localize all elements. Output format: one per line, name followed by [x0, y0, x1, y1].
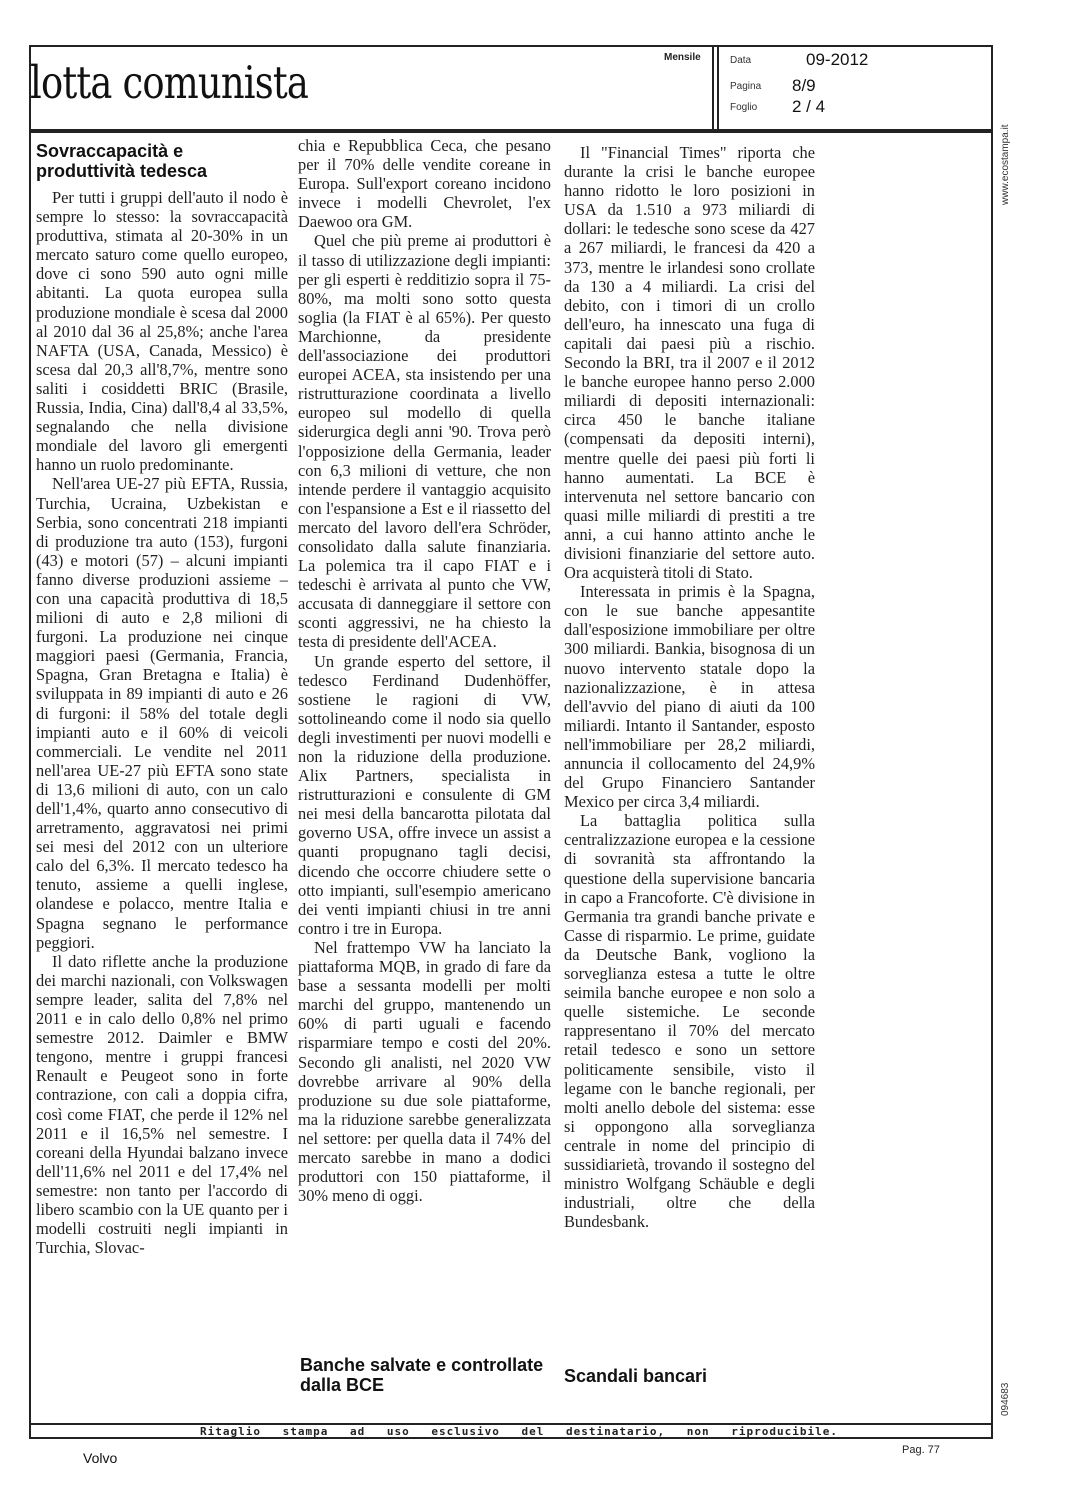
date-value: 09-2012: [806, 50, 869, 69]
headline-banks-saved: Banche salvate e controllate dalla BCE: [300, 1355, 544, 1395]
paragraph: Nel frattempo VW ha lanciato la piattaforma MQB, in grado di fare da base a sessanta modelli per molti marchi del gruppo, mantenendo un 60% di parti uguali e facendo risparmiare tempo e costi del 20%. Secondo gli analisti, nel 2020 VW dovrebbe arrivare al 90% della produzione su due sole piattaforme, ma la riduzione sarebbe generalizzata nel settore: per quella data il 74% del mercato sarebbe in mano a dodici produttori con 150 piattaforme, il 30% meno di oggi.: [298, 937, 551, 1206]
paragraph: Interessata in primis è la Spagna, con le sue banche appesantite dall'esposizione immobiliare per oltre 300 miliardi. Bankia, bisognosa di un nuovo intervento statale dopo la nazionalizzazione, è in attesa dell'avvio del piano di aiuti da 100 miliardi. Intanto il Santander, esposto nell'immobiliare per 28,2 miliardi, annuncia il collocamento del 24,9% del Grupo Financiero Santander Mexico per circa 3,4 miliardi.: [564, 582, 815, 812]
frequency-label: Mensile: [664, 52, 701, 63]
sheet-value: 2 / 4: [792, 97, 826, 116]
header-divider: [712, 45, 714, 131]
paragraph: Quel che più preme ai produttori è il tasso di utilizzazione degli impianti: per gli esperti è redditizio sopra il 75-80%, ma molti sono sotto questa soglia (la FIAT è al 65%). Per questo Marchionne, da presidente dell'associazione dei produttori europei ACEA, sta insistendo per una ristrutturazione coordinata a livello europeo sul modello di quella siderurgica degli anni '90. Trova però l'opposizione della Germania, leader con 6,3 milioni di vetture, che non intende perdere il vantaggio acquisito con l'espansione a Est e il riassetto del mercato del lavoro dell'era Schröder, consolidato dalla salute finanziaria. La polemica tra il capo FIAT e i tedeschi è arrivata al punto che VW, accusata di danneggiare il settore con sconti aggressivi, ne ha chiesto la testa di presidente dell'ACEA.: [298, 231, 551, 652]
headline-bank-scandals: Scandali bancari: [564, 1366, 708, 1386]
disclaimer-text: Ritaglio stampa ad uso esclusivo del destinatario, non riproducibile.: [200, 1425, 838, 1438]
paragraph: Il "Financial Times" riporta che durante la crisi le banche europee hanno ridotto le loro posizioni in USA da 1.510 a 973 miliardi di dollari: le tedesche sono scese da 427 a 267 miliardi, le francesi da 420 a 373, mentre le irlandesi sono crollate da 130 a 4 miliardi. La crisi del debito, con i timori di un crollo dell'euro, ha innescato una fuga di capitali dai paesi più a rischio. Secondo la BRI, tra il 2007 e il 2012 le banche europee hanno perso 2.000 miliardi di depositi internazionali: circa 450 le banche italiane (compensati da depositi interni), mentre quelle dei paesi più forti li hanno aumentati. La BCE è intervenuta nel settore bancario con quasi mille miliardi di prestiti a tre anni, a cui hanno attinto anche le divisioni finanziarie del settore auto. Ora acquisterà titoli di Stato.: [564, 143, 815, 583]
clipping-code: 094683: [1000, 1382, 1011, 1416]
page-label: Pagina: [730, 81, 762, 92]
page-value: 8/9: [792, 76, 816, 95]
article-column-2: [298, 136, 551, 1205]
paragraph: La battaglia politica sulla centralizzazione europea e la cessione di sovranità sta affrontando la questione della supervisione bancaria in capo a Francoforte. C'è divisione in Germania tra grandi banche private e Casse di risparmio. Le prime, guidate da Deutsche Bank, vogliono la sorveglianza estesa a tutte le oltre seimila banche europee e non solo a quelle sistemiche. Le seconde rappresentano il 70% del mercato retail tedesco e sono un settore politicamente sensibile, visto il legame con le banche regionali, per molti anello debole del sistema: esse si oppongono alla sorveglianza centrale in nome del principio di sussidiarietà, trovando il sostegno del ministro Wolfgang Schäuble e degli industriali, oltre che della Bundesbank.: [564, 811, 815, 1232]
date-label: Data: [730, 55, 752, 66]
ecostampa-url: www.ecostampa.it: [1000, 124, 1011, 205]
paragraph: Il dato riflette anche la produzione dei marchi nazionali, con Volkswagen sempre leader, salita del 7,8% nel 2011 e in calo dello 0,8% nel primo semestre 2012. Daimler e BMW tengono, mentre i gruppi francesi Renault e Peugeot sono in forte contrazione, con cali a doppia cifra, così come FIAT, che perde il 12% nel 2011 e il 16,5% nel semestre. I coreani della Hyundai balzano invece dell'11,6% nel 2011 e del 17,4% nel semestre: non tanto per l'accordo di libero scambio con la UE quanto per i modelli costruiti negli impianti in Turchia, Slovac-: [36, 951, 288, 1258]
article-column-3: [564, 143, 815, 1231]
paragraph: chia e Repubblica Ceca, che pesano per il 70% delle vendite coreane in Europa. Sull'export coreano incidono invece i modelli Chevrolet, l'ex Daewoo ora GM.: [298, 136, 551, 232]
paragraph: Per tutti i gruppi dell'auto il nodo è sempre lo stesso: la sovraccapacità produttiva, stimata al 20-30% in un mercato saturo come quello europeo, dove ci sono 590 auto ogni mille abitanti. La quota europea sulla produzione mondiale è scesa dal 2000 al 2010 dal 36 al 25,8%; anche l'area NAFTA (USA, Canada, Messico) è scesa dal 20,3 all'8,7%, mentre sono saliti i cosiddetti BRIC (Brasile, Russia, India, Cina) dall'8,4 al 33,5%, segnalando che nella divisione mondiale del lavoro gli emergenti hanno un ruolo predominante.: [36, 188, 288, 475]
page-number: Pag. 77: [902, 1444, 940, 1456]
article-column-1: [36, 188, 288, 1257]
sheet-label: Foglio: [730, 102, 758, 113]
paragraph: Un grande esperto del settore, il tedesco Ferdinand Dudenhöffer, sostiene le ragioni di VW, sottolineando come il nodo sia quello degli investimenti per nuovi modelli e non la riduzione della produzione. Alix Partners, specialista in ristrutturazioni e consulente di GM nei mesi della bancarotta pilotata dal governo USA, offre invece un assist a quanti propugnano tagli decisi, dicendo che occorre chiudere sette o otto impianti, sull'esempio americano dei venti impianti chiusi in tre anni contro i tre in Europa.: [298, 651, 551, 938]
publication-masthead: lotta comunista: [30, 56, 309, 109]
headline-overcapacity: Sovraccapacità e produttività tedesca: [36, 141, 208, 181]
header-divider: [717, 45, 719, 131]
paragraph: Nell'area UE-27 più EFTA, Russia, Turchia, Ucraina, Uzbekistan e Serbia, sono concentrati 218 impianti di produzione tra auto (153), furgoni (43) e motori (57) – alcuni impianti fanno diverse produzioni assieme – con una capacità produttiva di 18,5 milioni di auto e 2,8 milioni di furgoni. La produzione nei cinque maggiori paesi (Germania, Francia, Spagna, Gran Bretagna e Italia) è sviluppata in 89 impianti di auto e 26 di furgoni: il 58% del totale degli impianti auto e il 60% di veicoli commerciali. Le vendite nel 2011 nell'area UE-27 più EFTA sono state di 13,6 milioni di auto, con un calo dell'1,4%, quarto anno consecutivo di arretramento, aggravatosi nei primi sei mesi del 2012 con un ulteriore calo del 6,3%. Il mercato tedesco ha tenuto, assieme a quelli inglese, olandese e polacco, mentre Italia e Spagna segnano le performance peggiori.: [36, 474, 288, 952]
source-label: Volvo: [83, 1450, 118, 1466]
